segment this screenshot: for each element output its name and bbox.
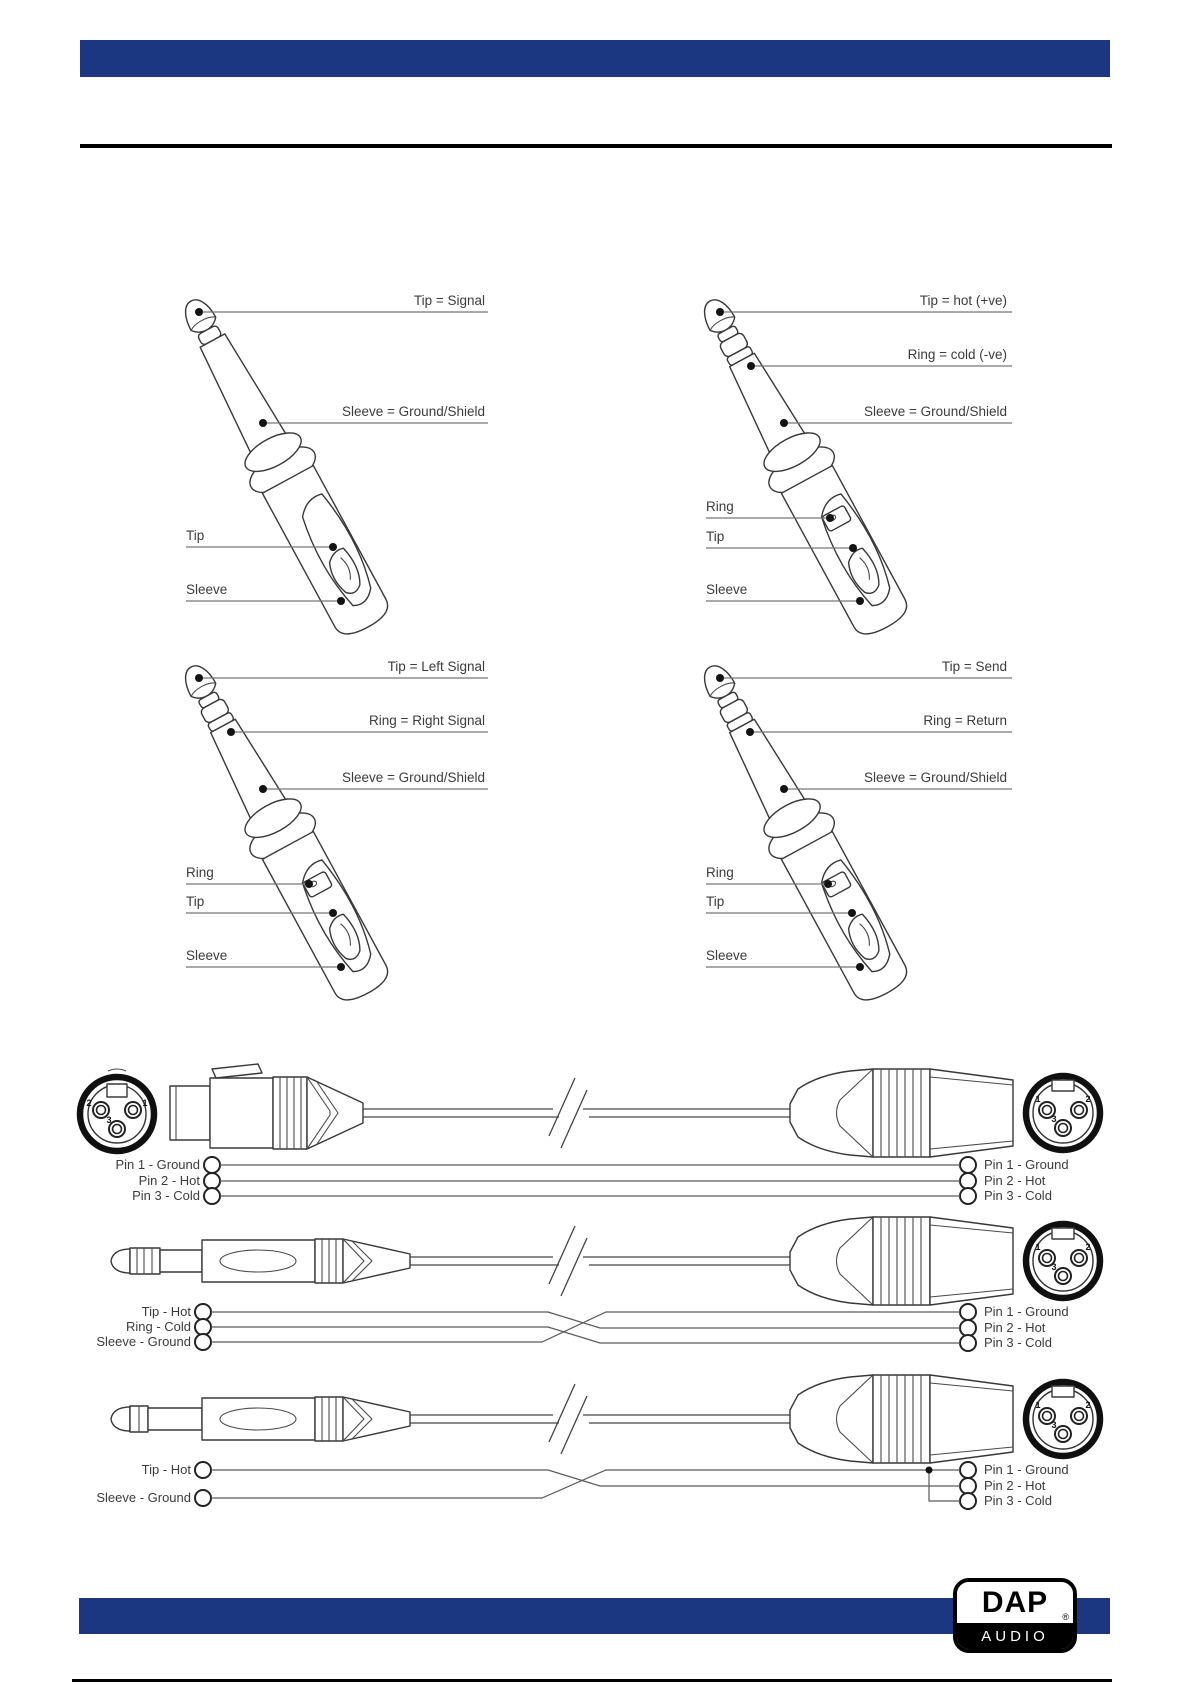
cable-xlr-xlr-drawing xyxy=(80,1064,1100,1204)
xlr-male-side xyxy=(790,1375,1013,1463)
xlr-male-side xyxy=(790,1217,1013,1305)
footer-rule xyxy=(72,1679,1112,1682)
callout-label: Ring xyxy=(706,499,734,514)
pin-label: Pin 1 - Ground xyxy=(984,1462,1069,1477)
pin-label: Pin 2 - Hot xyxy=(984,1173,1046,1188)
callout-label: Ring = cold (-ve) xyxy=(907,347,1007,362)
callout-label: Sleeve xyxy=(186,582,228,597)
pin-label: Pin 2 - Hot xyxy=(984,1320,1046,1335)
callout-label: Ring = Return xyxy=(923,713,1007,728)
cable-trs-xlr-drawing xyxy=(111,1217,1100,1351)
xlr-male-side xyxy=(790,1069,1013,1157)
trs-jack-side xyxy=(111,1239,410,1283)
pin-label: Pin 2 - Hot xyxy=(138,1173,200,1188)
xlr-male-face xyxy=(1026,1382,1100,1456)
callout-label: Sleeve = Ground/Shield xyxy=(342,404,485,419)
callout-label: Tip = Signal xyxy=(413,293,485,308)
ts-jack-side xyxy=(111,1397,410,1441)
callout-label: Sleeve = Ground/Shield xyxy=(342,770,485,785)
callout-label: Tip = Left Signal xyxy=(387,659,485,674)
xlr-male-face xyxy=(1026,1076,1100,1150)
callout-label: Sleeve xyxy=(706,948,748,963)
registered-mark-icon: ® xyxy=(1062,1612,1069,1622)
callout-label: Tip xyxy=(186,528,205,543)
callout-label: Tip = Send xyxy=(941,659,1007,674)
pin-label: Pin 1 - Ground xyxy=(984,1157,1069,1172)
pin-label: Sleeve - Ground xyxy=(96,1490,191,1505)
logo-sub-text: AUDIO xyxy=(981,1627,1049,1645)
pin-label: Tip - Hot xyxy=(141,1462,191,1477)
callout-label: Tip xyxy=(186,894,205,909)
pin-label: Pin 2 - Hot xyxy=(984,1478,1046,1493)
callout-label: Tip = hot (+ve) xyxy=(919,293,1007,308)
callout-label: Sleeve = Ground/Shield xyxy=(864,770,1007,785)
callout-label: Sleeve xyxy=(706,582,748,597)
callout-label: Tip xyxy=(706,894,725,909)
logo-bottom xyxy=(957,1623,1073,1649)
cable-ts-xlr-drawing xyxy=(111,1375,1100,1509)
xlr-male-face xyxy=(1026,1224,1100,1298)
xlr-female-side xyxy=(170,1064,363,1149)
pin-label: Sleeve - Ground xyxy=(96,1334,191,1349)
callout-label: Ring xyxy=(186,865,214,880)
logo-top xyxy=(957,1582,1073,1623)
callout-label: Tip xyxy=(706,529,725,544)
logo-brand-text: DAP xyxy=(981,1585,1049,1619)
pin-label: Pin 3 - Cold xyxy=(984,1335,1052,1350)
pin-label: Pin 3 - Cold xyxy=(984,1188,1052,1203)
pin-label: Ring - Cold xyxy=(125,1319,191,1334)
dap-audio-logo xyxy=(953,1578,1077,1653)
pin-label: Tip - Hot xyxy=(141,1304,191,1319)
callout-label: Sleeve xyxy=(186,948,228,963)
pin-label: Pin 1 - Ground xyxy=(984,1304,1069,1319)
pin-label: Pin 3 - Cold xyxy=(984,1493,1052,1508)
pin-label: Pin 1 - Ground xyxy=(115,1157,200,1172)
callout-label: Ring = Right Signal xyxy=(369,713,485,728)
callout-label: Ring xyxy=(706,865,734,880)
xlr-female-face xyxy=(80,1069,154,1151)
callout-label: Sleeve = Ground/Shield xyxy=(864,404,1007,419)
pin-label: Pin 3 - Cold xyxy=(132,1188,200,1203)
